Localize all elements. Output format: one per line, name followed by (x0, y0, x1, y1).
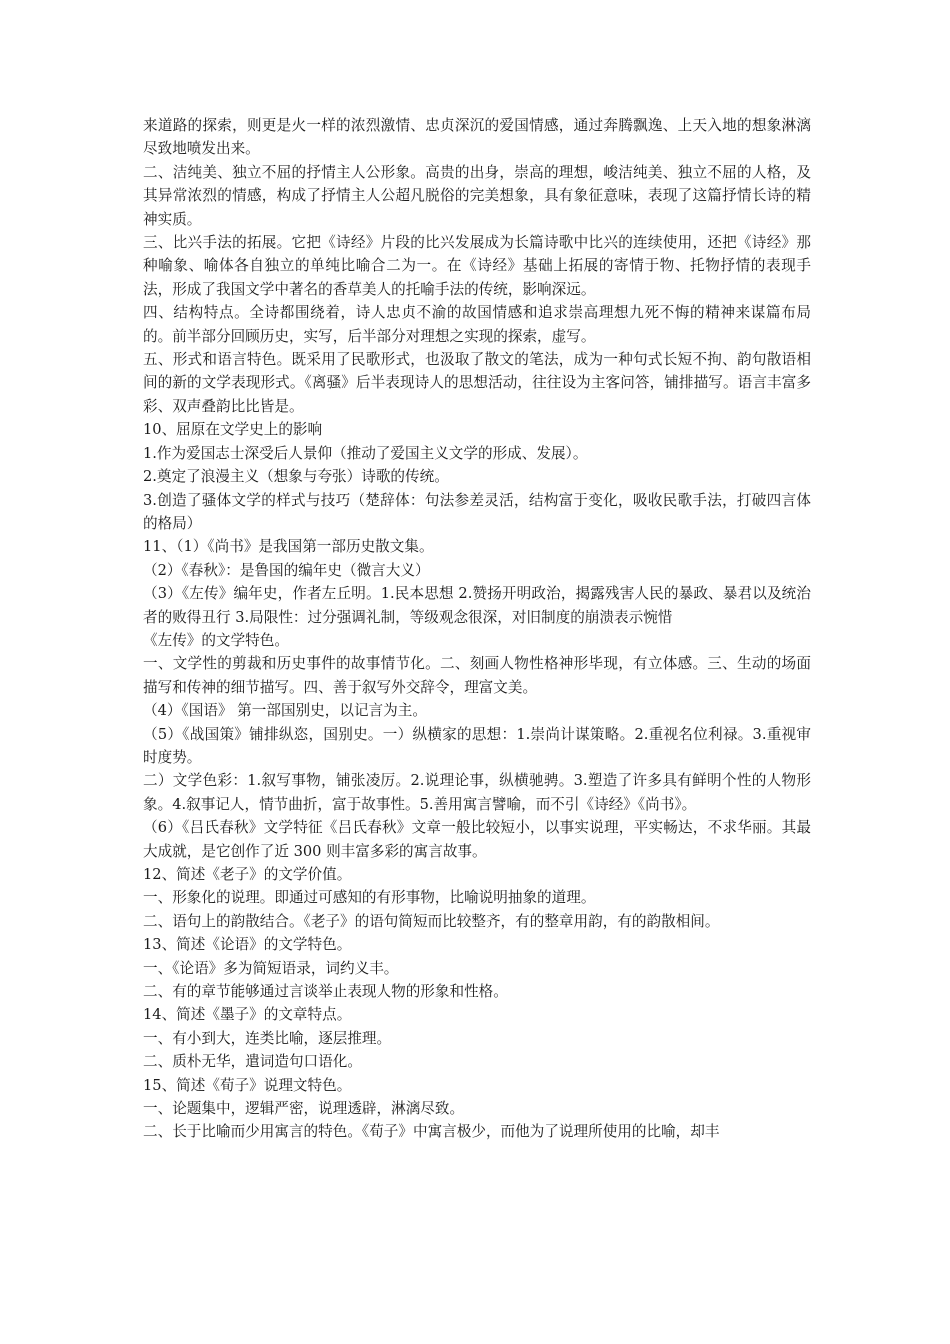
paragraph: 四、结构特点。全诗都围绕着，诗人忠贞不渝的故国情感和追求崇高理想九死不悔的精神来谋篇布局的。前半部分回顾历史，实写，后半部分对理想之实现的探索，虚写。 (143, 304, 811, 345)
section-heading: 14、简述《墨子》的文章特点。 (143, 1006, 352, 1024)
paragraph: 3.创造了骚体文学的样式与技巧（楚辞体：句法参差灵活，结构富于变化，吸收民歌手法，打破四言体的格局） (143, 491, 811, 532)
paragraph: 二、有的章节能够通过言谈举止表现人物的形象和性格。 (143, 983, 508, 1001)
paragraph: （6）《吕氏春秋》文学特征《吕氏春秋》文章一般比较短小，以事实说理，平实畅达，不求华丽。其最大成就，是它创作了近 300 则丰富多彩的寓言故事。 (143, 819, 811, 860)
paragraph: 一、《论语》多为简短语录，词约义丰。 (143, 959, 399, 977)
paragraph: 二、语句上的韵散结合。《老子》的语句简短而比较整齐，有的整章用韵，有的韵散相间。 (143, 912, 720, 930)
paragraph: 2.奠定了浪漫主义（想象与夸张）诗歌的传统。 (143, 468, 449, 486)
paragraph: 一、文学性的剪裁和历史事件的故事情节化。二、刻画人物性格神形毕现，有立体感。三、生动的场面描写和传神的细节描写。四、善于叙写外交辞令，理富文美。 (143, 655, 811, 696)
paragraph: 一、论题集中，逻辑严密，说理透辟，淋漓尽致。 (143, 1100, 465, 1118)
paragraph: （5）《战国策》铺排纵恣，国别史。一）纵横家的思想：1.崇尚计谋策略。2.重视名位利禄。3.重视审时度势。 (143, 725, 811, 766)
paragraph: 1.作为爱国志士深受后人景仰（推动了爱国主义文学的形成、发展）。 (143, 444, 588, 462)
section-heading: 11、（1）《尚书》是我国第一部历史散文集。 (143, 538, 434, 556)
paragraph: 二）文学色彩：1.叙写事物，铺张凌厉。2.说理论事，纵横驰骋。3.塑造了许多具有鲜明个性的人物形象。4.叙事记人，情节曲折，富于故事性。5.善用寓言譬喻，而不引《诗经》《尚书》。 (143, 772, 811, 813)
section-heading: 10、屈原在文学史上的影响 (143, 421, 323, 439)
document-body (143, 114, 811, 1144)
paragraph: 二、质朴无华，遣词造句口语化。 (143, 1053, 362, 1071)
section-heading: 13、简述《论语》的文学特色。 (143, 936, 352, 954)
section-heading: 12、简述《老子》的文学价值。 (143, 866, 352, 883)
paragraph: 一、有小到大，连类比喻，逐层推理。 (143, 1029, 392, 1047)
paragraph: 三、比兴手法的拓展。它把《诗经》片段的比兴发展成为长篇诗歌中比兴的连续使用，还把《诗经》那种喻象、喻体各自独立的单纯比喻合二为一。在《诗经》基础上拓展的寄情于物、托物抒情的表现手法，形成了我国文学中著名的香草美人的托喻手法的传统，影响深远。 (143, 234, 811, 298)
section-heading: 15、简述《荀子》说理文特色。 (143, 1076, 352, 1094)
paragraph: 来道路的探索，则更是火一样的浓烈激情、忠贞深沉的爱国情感，通过奔腾飘逸、上天入地的想象淋漓尽致地喷发出来。 (143, 117, 811, 158)
paragraph: 一、形象化的说理。即通过可感知的有形事物，比喻说明抽象的道理。 (143, 889, 596, 907)
paragraph: 《左传》的文学特色。 (143, 631, 289, 649)
paragraph: 五、形式和语言特色。既采用了民歌形式，也汲取了散文的笔法，成为一种句式长短不拘、韵句散语相间的新的文学表现形式。《离骚》后半表现诗人的思想活动，往往设为主客问答，铺排描写。语言丰富多彩、双声叠韵比比皆是。 (143, 351, 811, 415)
paragraph: （2）《春秋》：是鲁国的编年史（微言大义） (143, 561, 430, 579)
paragraph: （3）《左传》编年史，作者左丘明。1.民本思想 2.赞扬开明政治，揭露残害人民的暴政、暴君以及统治者的败得丑行 3.局限性：过分强调礼制，等级观念很深，对旧制度的崩溃表示惋惜 (143, 585, 811, 626)
paragraph: （4）《国语》 第一部国别史，以记言为主。 (143, 702, 427, 720)
paragraph: 二、洁纯美、独立不屈的抒情主人公形象。高贵的出身，崇高的理想，峻洁纯美、独立不屈的人格，及其异常浓烈的情感，构成了抒情主人公超凡脱俗的完美想象，具有象征意味，表现了这篇抒情长诗的精神实质。 (143, 163, 811, 228)
paragraph: 二、长于比喻而少用寓言的特色。《荀子》中寓言极少，而他为了说理所使用的比喻，却丰 (143, 1123, 720, 1141)
